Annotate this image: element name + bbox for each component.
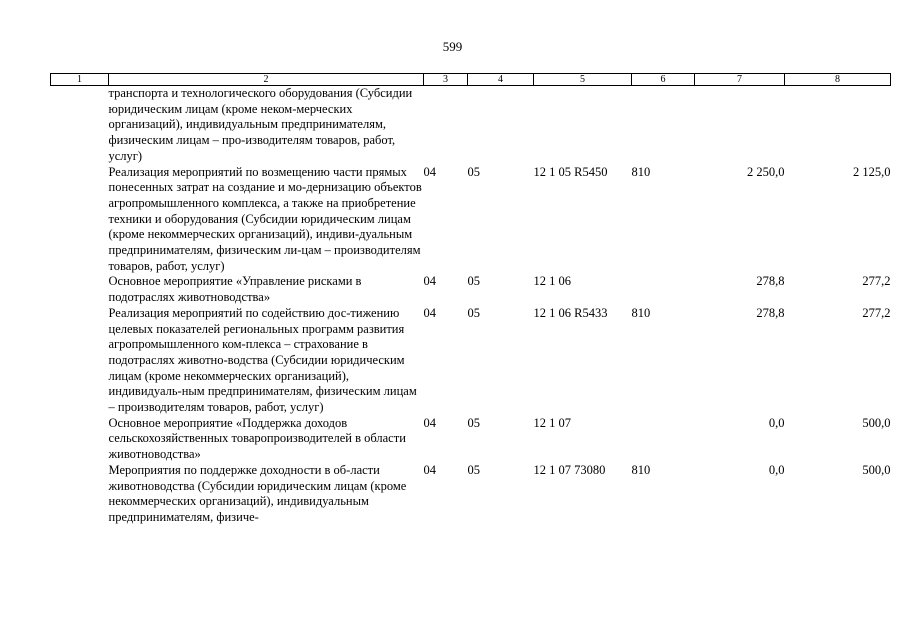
amount-col-8: 277,2 bbox=[862, 305, 891, 320]
section-code: 04 bbox=[423, 415, 436, 430]
subsection-code bbox=[468, 86, 534, 165]
amount-col-7: 278,8 bbox=[756, 305, 785, 320]
section-code: 04 bbox=[423, 305, 436, 320]
column-header: 5 bbox=[534, 74, 632, 86]
amount-col-8 bbox=[785, 86, 891, 165]
column-header: 3 bbox=[424, 74, 468, 86]
header-row bbox=[51, 74, 891, 86]
amount-col-8: 500,0 bbox=[862, 462, 891, 477]
column-header: 8 bbox=[785, 74, 891, 86]
section-code: 04 bbox=[423, 164, 436, 179]
subsection-code: 05 bbox=[467, 462, 480, 477]
page-number: 599 bbox=[442, 39, 463, 54]
column-header: 1 bbox=[51, 74, 109, 86]
target-article-code: 12 1 07 bbox=[533, 415, 571, 430]
table-row bbox=[51, 86, 891, 165]
amount-col-7: 278,8 bbox=[756, 274, 785, 289]
target-article-code: 12 1 06 R5433 bbox=[533, 305, 608, 320]
column-header: 2 bbox=[109, 74, 424, 86]
amount-col-8: 2 125,0 bbox=[853, 164, 891, 179]
section-code: 04 bbox=[423, 462, 436, 477]
expense-type-code: 810 bbox=[631, 164, 651, 179]
target-article-code: 12 1 06 bbox=[533, 274, 571, 289]
expense-type-code bbox=[632, 274, 695, 305]
subsection-code: 05 bbox=[467, 164, 480, 179]
column-header: 6 bbox=[632, 74, 695, 86]
column-header: 4 bbox=[468, 74, 534, 86]
row-name: Мероприятия по поддержке доходности в об-ласти животноводства (Субсидии юридическим лицам (кроме некоммерческих организаций), индивидуальным предпринимателям, физиче- bbox=[108, 462, 407, 524]
row-name: транспорта и технологического оборудования (Субсидии юридическим лицам (кроме неком-мерческих организаций), индивидуальным предпринимателям, физическим лицам – про-изводителям товаров, работ, услуг) bbox=[108, 86, 413, 163]
row-name: Основное мероприятие «Поддержка доходов сельскохозяйственных товаропроизводителей в области животноводства» bbox=[108, 415, 406, 462]
expense-type-code: 810 bbox=[631, 305, 651, 320]
target-article-code: 12 1 05 R5450 bbox=[533, 164, 608, 179]
column-header: 7 bbox=[695, 74, 785, 86]
amount-col-7 bbox=[695, 86, 785, 165]
subsection-code: 05 bbox=[467, 305, 480, 320]
target-article-code: 12 1 07 73080 bbox=[533, 462, 606, 477]
amount-col-8: 500,0 bbox=[862, 415, 891, 430]
row-name: Реализация мероприятий по возмещению части прямых понесенных затрат на создание и мо-дернизацию объектов агропромышленного комплекса, а также на приобретение техники и оборудования (Субсидии юридическим лицам (кроме некоммерческих организаций), индиви-дуальным предпринимателям, физическим ли-цам – производителям товаров, работ, услуг) bbox=[108, 164, 422, 273]
expense-type-code: 810 bbox=[631, 462, 651, 477]
amount-col-7: 0,0 bbox=[768, 415, 785, 430]
table-row bbox=[51, 306, 891, 416]
expense-type-code bbox=[632, 416, 695, 463]
table-row bbox=[51, 165, 891, 275]
table-row bbox=[51, 274, 891, 305]
amount-col-7: 2 250,0 bbox=[747, 164, 785, 179]
target-article-code bbox=[534, 86, 632, 165]
expense-type-code bbox=[632, 86, 695, 165]
subsection-code: 05 bbox=[467, 415, 480, 430]
section-code: 04 bbox=[423, 274, 436, 289]
section-code bbox=[424, 86, 468, 165]
amount-col-8: 277,2 bbox=[862, 274, 891, 289]
row-name: Реализация мероприятий по содействию дос-тижению целевых показателей региональных программ развития агропромышленного ком-плекса – страхование в подотраслях животно-водства (Субсидии юридическим лицам (кроме некоммерческих организаций), индивидуаль-ным предпринимателям, физическим лицам – производителям товаров, работ, услуг) bbox=[108, 305, 417, 415]
table-row bbox=[51, 463, 891, 526]
row-name: Основное мероприятие «Управление рисками в подотраслях животноводства» bbox=[108, 274, 362, 305]
budget-table bbox=[50, 73, 891, 526]
table-row bbox=[51, 416, 891, 463]
amount-col-7: 0,0 bbox=[768, 462, 785, 477]
subsection-code: 05 bbox=[467, 274, 480, 289]
